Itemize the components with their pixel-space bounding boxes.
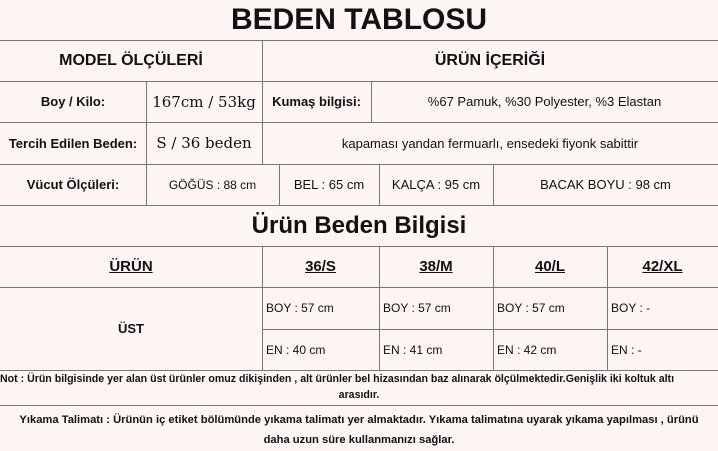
size-header-40l: 40/L	[534, 258, 565, 275]
en-42xl: EN : -	[611, 342, 642, 357]
chest-measurement: GÖĞÜS : 88 cm	[168, 177, 257, 192]
boy-36s: BOY : 57 cm	[266, 301, 334, 315]
top-garment-label: ÜST	[118, 321, 144, 336]
en-40l: EN : 42 cm	[497, 342, 557, 357]
waist-measurement: BEL : 65 cm	[293, 177, 365, 192]
height-weight-label: Boy / Kilo:	[40, 94, 106, 109]
size-header-42xl: 42/XL	[642, 258, 683, 275]
preferred-size-value: S / 36 beden	[156, 134, 252, 152]
measurement-note	[0, 371, 718, 405]
body-measurements-label: Vücut Ölçüleri:	[26, 177, 120, 192]
preferred-size-label: Tercih Edilen Beden:	[8, 135, 138, 151]
note-line: arasıdır.	[338, 389, 380, 401]
page-title: BEDEN TABLOSU	[230, 3, 488, 36]
en-38m: EN : 41 cm	[383, 342, 443, 357]
size-table-title: Ürün Beden Bilgisi	[251, 212, 467, 239]
wash-instructions	[0, 410, 718, 451]
product-detail: kapaması yandan fermuarlı, ensedeki fiyonk sabittir	[341, 135, 639, 151]
fabric-label: Kumaş bilgisi:	[272, 94, 361, 109]
fabric-value: %67 Pamuk, %30 Polyester, %3 Elastan	[427, 94, 662, 109]
boy-38m: BOY : 57 cm	[383, 301, 451, 315]
size-header-38m: 38/M	[419, 258, 453, 275]
note-line: Not : Ürün bilgisinde yer alan üst ürünler omuz dikişinden , alt ürünler bel hizasından baz alınarak ölçülmektedir.Genişlik iki koltuk altı	[0, 373, 675, 385]
height-weight-value: 167cm / 53kg	[152, 92, 256, 111]
size-header-36s: 36/S	[305, 258, 336, 275]
en-36s: EN : 40 cm	[266, 342, 326, 357]
hip-measurement: KALÇA : 95 cm	[391, 177, 481, 192]
leg-measurement: BACAK BOYU : 98 cm	[540, 177, 671, 192]
product-section-header: ÜRÜN İÇERİĞİ	[434, 51, 546, 69]
divider	[0, 405, 718, 406]
product-column-header: ÜRÜN	[109, 258, 153, 275]
wash-line: Yıkama Talimatı : Ürünün iç etiket bölümünde yıkama talimatı yer almaktadır. Yıkama talimatına uyarak yıkama yapılması , ürünü	[19, 414, 699, 426]
wash-line: daha uzun süre kullanmanızı sağlar.	[263, 434, 455, 446]
boy-40l: BOY : 57 cm	[497, 301, 565, 315]
model-section-header: MODEL ÖLÇÜLERİ	[59, 51, 203, 69]
boy-42xl: BOY : -	[611, 301, 651, 315]
